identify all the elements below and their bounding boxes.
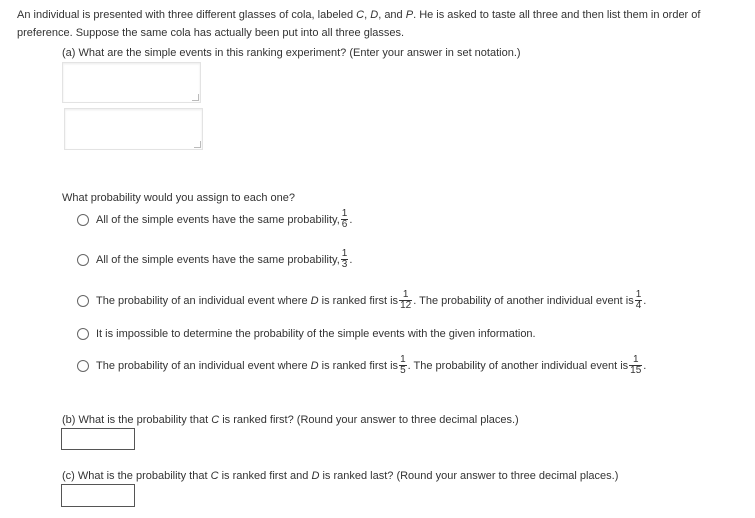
radio-button[interactable] (77, 328, 89, 340)
problem-statement: An individual is presented with three different glasses of cola, labeled C, D, and P. He is asked to taste all three and then list them in order of preference. Suppose the same cola has actually been put into all three glasses. (17, 9, 701, 39)
radio-button[interactable] (77, 360, 89, 372)
option-d-first-one-twelfth[interactable]: The probability of an individual event where D is ranked first is $\frac{1}{12}$ . The probability of another individual event is $\frac{1}{4}$ . (77, 290, 646, 311)
part-b-prompt: (b) What is the probability that C is ranked first? (Round your answer to three decimal places.) (62, 414, 519, 426)
radio-button[interactable] (77, 214, 89, 226)
option-label: All of the simple events have the same probability, (96, 213, 340, 226)
option-d-first-one-fifth[interactable]: The probability of an individual event where D is ranked first is $\frac{1}{5}$ . The probability of another individual event is $\frac{1}{15}$ . (77, 355, 646, 376)
part-c-answer-input[interactable] (61, 484, 135, 507)
option-equal-one-third[interactable]: All of the simple events have the same probability, $\frac{1}{3}$ . (77, 249, 352, 270)
option-equal-one-sixth[interactable]: All of the simple events have the same probability, $\frac{1}{6}$ . (77, 209, 352, 230)
fraction: $\frac{1}{4}$ (635, 289, 642, 311)
option-impossible[interactable] (77, 328, 536, 340)
part-a-prompt: (a) What are the simple events in this ranking experiment? (Enter your answer in set notation.) (62, 47, 521, 59)
probability-question: What probability would you assign to each one? (62, 192, 295, 204)
option-label: The probability of an individual event where D is ranked first is (96, 294, 399, 307)
radio-button[interactable] (77, 295, 89, 307)
simple-events-textarea-2[interactable] (64, 108, 203, 150)
option-label: The probability of an individual event where D is ranked first is (96, 359, 399, 372)
radio-button[interactable] (77, 254, 89, 266)
part-c-prompt: (c) What is the probability that C is ranked first and D is ranked last? (Round your answer to three decimal places.) (62, 470, 619, 482)
simple-events-textarea-1[interactable] (62, 62, 201, 103)
option-label: It is impossible to determine the probability of the simple events with the given information. (96, 328, 536, 340)
fraction: $\frac{1}{5}$ (400, 354, 406, 376)
fraction: $\frac{1}{12}$ (400, 289, 412, 311)
fraction: $\frac{1}{15}$ (630, 354, 642, 376)
resize-handle-icon[interactable] (192, 94, 199, 101)
fraction: $\frac{1}{3}$ (341, 248, 348, 270)
fraction: $\frac{1}{6}$ (341, 208, 348, 230)
resize-handle-icon[interactable] (194, 141, 201, 148)
option-label: All of the simple events have the same probability, (96, 253, 340, 266)
part-b-answer-input[interactable] (61, 428, 135, 450)
